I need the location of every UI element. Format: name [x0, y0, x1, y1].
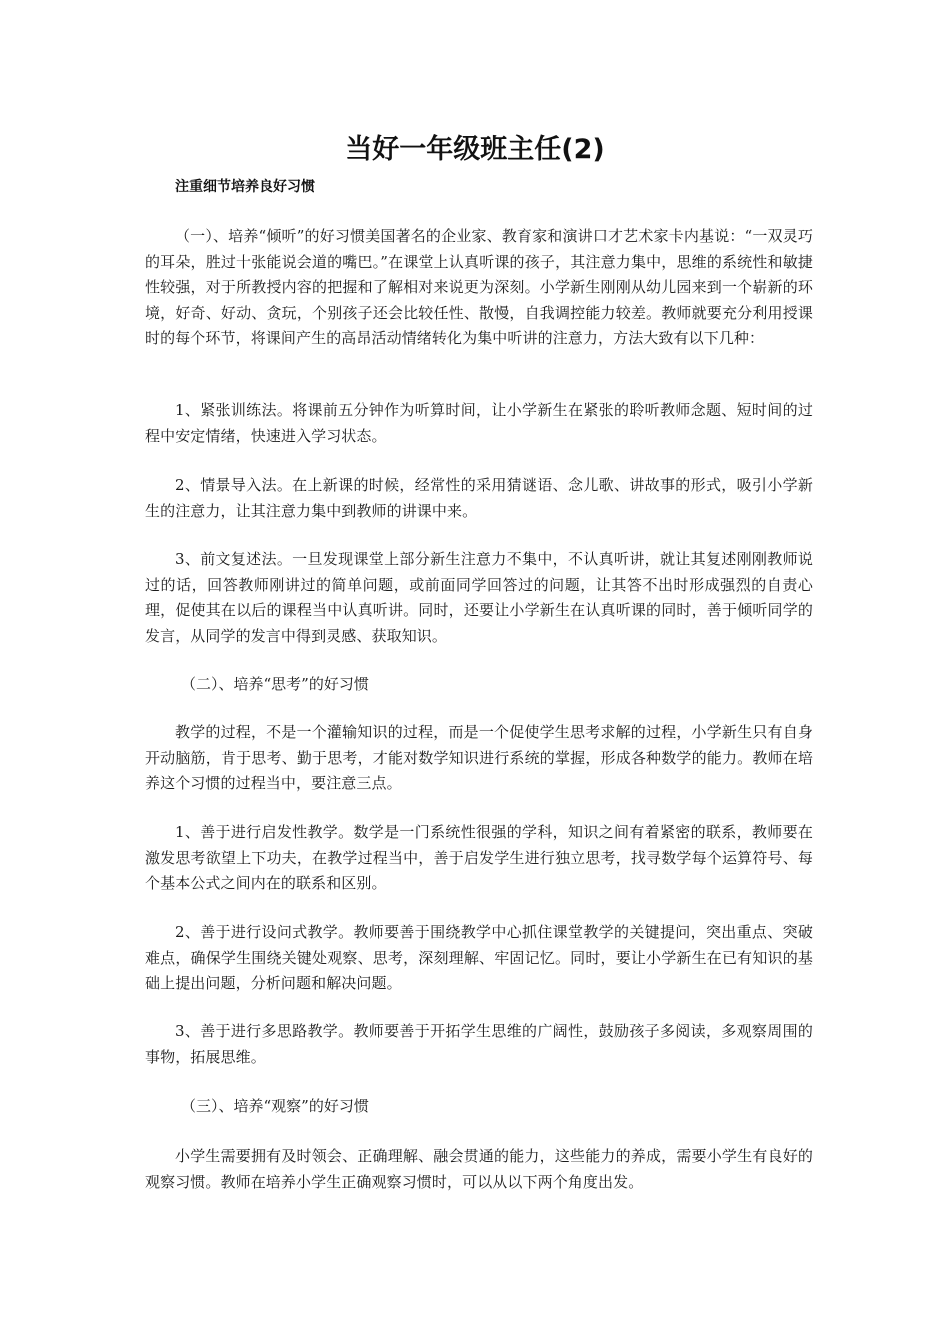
paragraph: 2、善于进行设问式教学。教师要善于围绕教学中心抓住课堂教学的关键提问，突出重点、突破难点，确保学生围绕关键处观察、思考，深刻理解、牢固记忆。同时，要让小学新生在已有知识的基础上提出问题，分析问题和解决问题。 — [145, 923, 813, 992]
document-title: 当好一年级班主任(2) — [345, 134, 605, 165]
paragraph: 3、前文复述法。一旦发现课堂上部分新生注意力不集中，不认真听讲，就让其复述刚刚教师说过的话，回答教师刚讲过的简单问题，或前面同学回答过的问题，让其答不出时形成强烈的自责心理，促使其在以后的课程当中认真听讲。同时，还要让小学新生在认真听课的同时，善于倾听同学的发言，从同学的发言中得到灵感、获取知识。 — [145, 550, 813, 645]
document-subtitle: 注重细节培养良好习惯 — [175, 179, 315, 195]
section-heading: （二）、培养“思考”的好习惯 — [181, 675, 369, 693]
paragraph: 小学生需要拥有及时领会、正确理解、融会贯通的能力，这些能力的养成，需要小学生有良好的观察习惯。教师在培养小学生正确观察习惯时，可以从以下两个角度出发。 — [145, 1147, 813, 1191]
paragraph: （一）、培养“倾听”的好习惯美国著名的企业家、教育家和演讲口才艺术家卡内基说：“一双灵巧的耳朵，胜过十张能说会道的嘴巴。”在课堂上认真听课的孩子，其注意力集中，思维的系统性和敏捷性较强，对于所教授内容的把握和了解相对来说更为深刻。小学新生刚刚从幼儿园来到一个崭新的环境，好奇、好动、贪玩，个别孩子还会比较任性、散慢，自我调控能力较差。教师就要充分利用授课时的每个环节，将课间产生的高昂活动情绪转化为集中听讲的注意力，方法大致有以下几种： — [145, 227, 813, 347]
paragraph: 1、紧张训练法。将课前五分钟作为听算时间，让小学新生在紧张的聆听教师念题、短时间的过程中安定情绪，快速进入学习状态。 — [145, 401, 813, 445]
paragraph: 1、善于进行启发性教学。数学是一门系统性很强的学科，知识之间有着紧密的联系，教师要在激发思考欲望上下功夫，在教学过程当中，善于启发学生进行独立思考，找寻数学每个运算符号、每个基本公式之间内在的联系和区别。 — [145, 823, 813, 892]
section-heading: （三）、培养“观察”的好习惯 — [181, 1097, 369, 1115]
paragraph: 2、情景导入法。在上新课的时候，经常性的采用猜谜语、念儿歌、讲故事的形式，吸引小学新生的注意力，让其注意力集中到教师的讲课中来。 — [145, 476, 813, 520]
paragraph: 教学的过程，不是一个灌输知识的过程，而是一个促使学生思考求解的过程，小学新生只有自身开动脑筋，肯于思考、勤于思考，才能对数学知识进行系统的掌握，形成各种数学的能力。教师在培养这个习惯的过程当中，要注意三点。 — [145, 723, 813, 792]
paragraph: 3、善于进行多思路教学。教师要善于开拓学生思维的广阔性，鼓励孩子多阅读，多观察周围的事物，拓展思维。 — [145, 1022, 813, 1066]
